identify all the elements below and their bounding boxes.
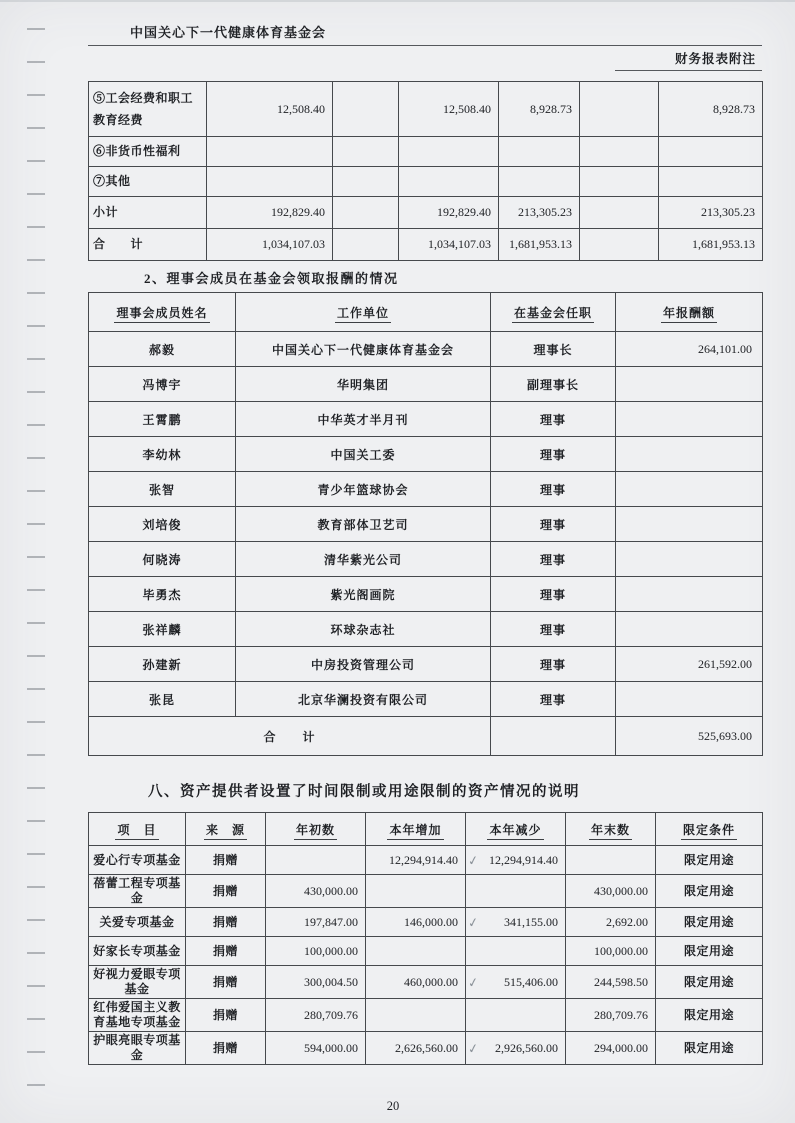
- board-total-empty-cell: [491, 717, 616, 756]
- asset-source-cell: 捐赠: [186, 966, 266, 999]
- section-2-title: 2、理事会成员在基金会领取报酬的情况: [144, 271, 399, 286]
- board-header-row: [89, 293, 763, 332]
- header-divider: [88, 45, 762, 46]
- expense-label-cell: ⑥非货币性福利: [89, 137, 207, 167]
- decrease-cell: [466, 875, 566, 908]
- expense-value-cell: [580, 137, 659, 167]
- decrease-cell: 341,155.00: [466, 908, 566, 937]
- expense-table-row: [89, 167, 763, 197]
- asset-name-cell: 好家长专项基金: [89, 937, 186, 966]
- annual-pay-cell: [616, 402, 763, 437]
- board-member-row: [89, 507, 763, 542]
- work-unit-cell: 青少年篮球协会: [236, 472, 491, 507]
- expense-table-row: [89, 82, 763, 137]
- page-content: [88, 22, 762, 1114]
- expense-value-cell: 12,508.40: [399, 82, 499, 137]
- pen-check-icon: ✓: [466, 974, 481, 992]
- begin-balance-cell: 594,000.00: [266, 1032, 366, 1065]
- board-table-head: [89, 293, 763, 332]
- begin-balance-cell: 300,004.50: [266, 966, 366, 999]
- annual-pay-cell: [616, 612, 763, 647]
- begin-balance-cell: [266, 846, 366, 875]
- increase-cell: [366, 937, 466, 966]
- increase-cell: [366, 875, 466, 908]
- work-unit-cell: 中国关工委: [236, 437, 491, 472]
- annual-pay-cell: [616, 437, 763, 472]
- expense-summary-table: [88, 81, 763, 261]
- column-header-label: 在基金会任职: [512, 306, 594, 323]
- restriction-cell: 限定用途: [656, 908, 763, 937]
- work-unit-cell: 清华紫光公司: [236, 542, 491, 577]
- decrease-cell: 2,926,560.00: [466, 1032, 566, 1065]
- document-subtitle: 财务报表附注: [615, 49, 762, 71]
- expense-value-cell: [207, 137, 333, 167]
- asset-row: [89, 937, 763, 966]
- expense-value-cell: 213,305.23: [659, 197, 763, 229]
- board-member-row: [89, 577, 763, 612]
- begin-balance-cell: 430,000.00: [266, 875, 366, 908]
- board-member-row: [89, 472, 763, 507]
- column-header-label: 本年减少: [487, 823, 543, 840]
- column-header-member-name: [89, 293, 236, 332]
- board-member-row: [89, 612, 763, 647]
- board-member-row: [89, 332, 763, 367]
- restriction-cell: 限定用途: [656, 937, 763, 966]
- annual-pay-cell: [616, 367, 763, 402]
- asset-source-cell: 捐赠: [186, 999, 266, 1032]
- annual-pay-cell: 261,592.00: [616, 647, 763, 682]
- member-name-cell: 张昆: [89, 682, 236, 717]
- column-header-work-unit: [236, 293, 491, 332]
- header-right-row: [88, 49, 762, 71]
- column-header-label: 理事会成员姓名: [114, 306, 209, 323]
- asset-source-cell: 捐赠: [186, 1032, 266, 1065]
- member-name-cell: 李幼林: [89, 437, 236, 472]
- expense-value-cell: [580, 197, 659, 229]
- board-table-body: [89, 332, 763, 717]
- asset-source-cell: 捐赠: [186, 937, 266, 966]
- assets-table-body: [89, 846, 763, 1065]
- board-member-row: [89, 682, 763, 717]
- column-header-source: [186, 813, 266, 846]
- asset-row: [89, 846, 763, 875]
- board-member-row: [89, 437, 763, 472]
- end-balance-cell: 100,000.00: [566, 937, 656, 966]
- expense-value-cell: 1,681,953.13: [659, 229, 763, 261]
- restriction-cell: 限定用途: [656, 1032, 763, 1065]
- board-member-row: [89, 647, 763, 682]
- page-number: 20: [386, 1099, 400, 1113]
- expense-table-body: [89, 82, 763, 261]
- board-member-row: [89, 542, 763, 577]
- member-name-cell: 何晓涛: [89, 542, 236, 577]
- expense-label-cell: 合 计: [89, 229, 207, 261]
- pen-check-icon: ✓: [466, 915, 481, 933]
- expense-value-cell: [333, 167, 399, 197]
- board-member-row: [89, 367, 763, 402]
- column-header-label: 项 目: [115, 823, 158, 840]
- column-header-label: 年初数: [294, 823, 337, 840]
- assets-table-head: [89, 813, 763, 846]
- decrease-cell: [466, 937, 566, 966]
- restriction-cell: 限定用途: [656, 966, 763, 999]
- increase-cell: 12,294,914.40 ✓: [366, 846, 466, 875]
- member-name-cell: 郝毅: [89, 332, 236, 367]
- decrease-cell: 12,294,914.40: [466, 846, 566, 875]
- position-cell: 理事: [491, 542, 616, 577]
- column-header-annual-pay: [616, 293, 763, 332]
- asset-name-cell: 关爱专项基金: [89, 908, 186, 937]
- increase-cell: 2,626,560.00 ✓: [366, 1032, 466, 1065]
- expense-table-row: [89, 197, 763, 229]
- expense-value-cell: [659, 137, 763, 167]
- board-total-label-cell: 合 计: [89, 717, 491, 756]
- begin-balance-cell: 100,000.00: [266, 937, 366, 966]
- column-header-label: 限定条件: [681, 823, 737, 840]
- position-cell: 理事: [491, 612, 616, 647]
- work-unit-cell: 中华英才半月刊: [236, 402, 491, 437]
- expense-value-cell: [499, 167, 580, 197]
- asset-row: [89, 875, 763, 908]
- member-name-cell: 刘培俊: [89, 507, 236, 542]
- expense-table-row: [89, 137, 763, 167]
- board-total-row: [89, 717, 763, 756]
- annual-pay-cell: [616, 507, 763, 542]
- board-members-table: [88, 292, 763, 756]
- assets-header-row: [89, 813, 763, 846]
- pen-check-icon: ✓: [466, 1040, 481, 1058]
- end-balance-cell: 244,598.50: [566, 966, 656, 999]
- column-header-label: 年末数: [589, 823, 632, 840]
- column-header-label: 工作单位: [335, 306, 391, 323]
- asset-source-cell: 捐赠: [186, 846, 266, 875]
- restriction-cell: 限定用途: [656, 846, 763, 875]
- expense-value-cell: 192,829.40: [207, 197, 333, 229]
- expense-value-cell: 1,034,107.03: [207, 229, 333, 261]
- end-balance-cell: 294,000.00: [566, 1032, 656, 1065]
- asset-row: [89, 999, 763, 1032]
- expense-value-cell: [399, 167, 499, 197]
- expense-value-cell: [580, 167, 659, 197]
- begin-balance-cell: 280,709.76: [266, 999, 366, 1032]
- end-balance-cell: 280,709.76: [566, 999, 656, 1032]
- position-cell: 副理事长: [491, 367, 616, 402]
- increase-cell: 146,000.00 ✓: [366, 908, 466, 937]
- restriction-cell: 限定用途: [656, 875, 763, 908]
- begin-balance-cell: 197,847.00: [266, 908, 366, 937]
- expense-table-row: [89, 229, 763, 261]
- end-balance-cell: 2,692.00: [566, 908, 656, 937]
- expense-value-cell: 1,034,107.03: [399, 229, 499, 261]
- expense-value-cell: [333, 229, 399, 261]
- expense-value-cell: 213,305.23: [499, 197, 580, 229]
- work-unit-cell: 教育部体卫艺司: [236, 507, 491, 542]
- expense-value-cell: [333, 82, 399, 137]
- increase-cell: 460,000.00 ✓: [366, 966, 466, 999]
- expense-value-cell: [659, 167, 763, 197]
- asset-name-cell: 爱心行专项基金: [89, 846, 186, 875]
- column-header-position: [491, 293, 616, 332]
- column-header-increase: [366, 813, 466, 846]
- member-name-cell: 孙建新: [89, 647, 236, 682]
- position-cell: 理事: [491, 577, 616, 612]
- decrease-cell: [466, 999, 566, 1032]
- section-8-title: 八、资产提供者设置了时间限制或用途限制的资产情况的说明: [148, 784, 580, 800]
- column-header-begin-balance: [266, 813, 366, 846]
- expense-value-cell: [333, 197, 399, 229]
- annual-pay-cell: [616, 542, 763, 577]
- asset-name-cell: 护眼亮眼专项基金: [89, 1032, 186, 1065]
- column-header-label: 本年增加: [387, 823, 443, 840]
- expense-value-cell: [499, 137, 580, 167]
- expense-value-cell: [580, 82, 659, 137]
- column-header-label: 年报酬额: [661, 306, 717, 323]
- work-unit-cell: 北京华澜投资有限公司: [236, 682, 491, 717]
- end-balance-cell: [566, 846, 656, 875]
- position-cell: 理事: [491, 682, 616, 717]
- column-header-decrease: [466, 813, 566, 846]
- asset-name-cell: 蓓蕾工程专项基金: [89, 875, 186, 908]
- position-cell: 理事长: [491, 332, 616, 367]
- expense-value-cell: [399, 137, 499, 167]
- asset-row: [89, 966, 763, 999]
- work-unit-cell: 华明集团: [236, 367, 491, 402]
- pen-check-icon: ✓: [466, 853, 481, 871]
- expense-value-cell: [333, 137, 399, 167]
- column-header-label: 来 源: [204, 823, 247, 840]
- expense-label-cell: ⑦其他: [89, 167, 207, 197]
- board-member-row: [89, 402, 763, 437]
- position-cell: 理事: [491, 472, 616, 507]
- document-org-title: 中国关心下一代健康体育基金会: [130, 25, 327, 40]
- board-table-foot: [89, 717, 763, 756]
- member-name-cell: 毕勇杰: [89, 577, 236, 612]
- column-header-item: [89, 813, 186, 846]
- restricted-assets-table: [88, 812, 763, 1065]
- expense-value-cell: [580, 229, 659, 261]
- position-cell: 理事: [491, 507, 616, 542]
- asset-source-cell: 捐赠: [186, 908, 266, 937]
- end-balance-cell: 430,000.00: [566, 875, 656, 908]
- annual-pay-cell: [616, 472, 763, 507]
- increase-cell: [366, 999, 466, 1032]
- expense-value-cell: 192,829.40: [399, 197, 499, 229]
- position-cell: 理事: [491, 647, 616, 682]
- asset-name-cell: 好视力爱眼专项基金: [89, 966, 186, 999]
- expense-value-cell: 1,681,953.13: [499, 229, 580, 261]
- work-unit-cell: 紫光阁画院: [236, 577, 491, 612]
- member-name-cell: 张智: [89, 472, 236, 507]
- annual-pay-cell: [616, 577, 763, 612]
- work-unit-cell: 环球杂志社: [236, 612, 491, 647]
- expense-value-cell: 8,928.73: [499, 82, 580, 137]
- annual-pay-cell: [616, 682, 763, 717]
- binder-holes: [27, 28, 45, 1098]
- member-name-cell: 冯博宇: [89, 367, 236, 402]
- work-unit-cell: 中房投资管理公司: [236, 647, 491, 682]
- asset-source-cell: 捐赠: [186, 875, 266, 908]
- member-name-cell: 张祥麟: [89, 612, 236, 647]
- expense-value-cell: [207, 167, 333, 197]
- annual-pay-cell: 264,101.00: [616, 332, 763, 367]
- column-header-restriction: [656, 813, 763, 846]
- asset-row: [89, 908, 763, 937]
- expense-value-cell: 12,508.40: [207, 82, 333, 137]
- position-cell: 理事: [491, 437, 616, 472]
- asset-name-cell: 红伟爱国主义教育基地专项基金: [89, 999, 186, 1032]
- column-header-end-balance: [566, 813, 656, 846]
- work-unit-cell: 中国关心下一代健康体育基金会: [236, 332, 491, 367]
- expense-label-cell: ⑤工会经费和职工教育经费: [89, 82, 207, 137]
- member-name-cell: 王霄鹏: [89, 402, 236, 437]
- restriction-cell: 限定用途: [656, 999, 763, 1032]
- asset-row: [89, 1032, 763, 1065]
- position-cell: 理事: [491, 402, 616, 437]
- decrease-cell: 515,406.00: [466, 966, 566, 999]
- expense-value-cell: 8,928.73: [659, 82, 763, 137]
- board-total-value-cell: 525,693.00: [616, 717, 763, 756]
- expense-label-cell: 小计: [89, 197, 207, 229]
